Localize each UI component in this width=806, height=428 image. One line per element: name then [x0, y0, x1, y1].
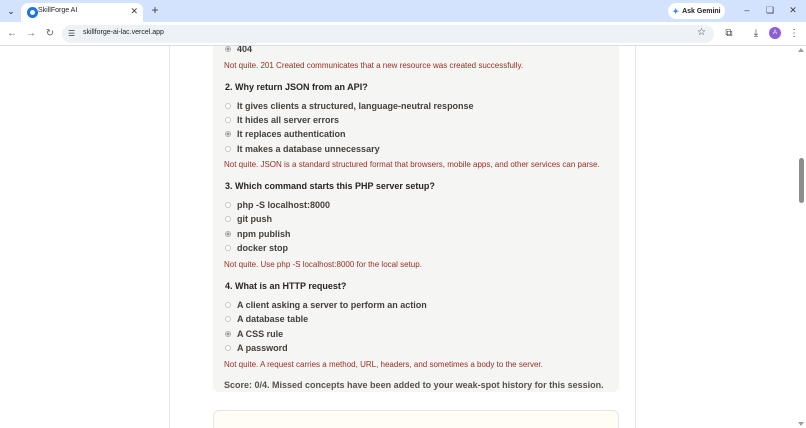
- option-label: A database table: [237, 314, 309, 324]
- page-content-column: [169, 46, 636, 428]
- feedback-text: Not quite. Use php -S localhost:8000 for the local setup.: [224, 260, 422, 269]
- option-label: git push: [237, 214, 272, 224]
- forward-arrow-icon[interactable]: →: [26, 28, 36, 39]
- option-label: php -S localhost:8000: [237, 200, 331, 210]
- feedback-text: Not quite. JSON is a standard structured format that browsers, mobile apps, and other services can parse.: [224, 160, 600, 169]
- quiz-option[interactable]: [225, 115, 339, 125]
- quiz-results-card: [213, 46, 619, 392]
- radio-button-selected[interactable]: [225, 231, 231, 237]
- option-label: docker stop: [237, 243, 289, 253]
- radio-button-selected[interactable]: [225, 46, 231, 52]
- option-label: npm publish: [237, 229, 291, 239]
- favicon-globe-icon: [27, 7, 38, 18]
- feedback-text: Not quite. A request carries a method, URL, headers, and sometimes a body to the server.: [224, 360, 543, 369]
- tab-title: SkillForge AI: [38, 7, 78, 14]
- radio-button[interactable]: [225, 345, 231, 351]
- scrollbar-thumb[interactable]: [799, 158, 804, 203]
- radio-button-selected[interactable]: [225, 331, 231, 337]
- quiz-option[interactable]: [225, 200, 330, 210]
- quiz-option[interactable]: [225, 129, 346, 139]
- window-close-icon[interactable]: ✕: [789, 5, 797, 15]
- quiz-option[interactable]: [225, 214, 272, 224]
- option-label: It hides all server errors: [237, 115, 340, 125]
- quiz-option[interactable]: [225, 243, 288, 253]
- option-label: A password: [237, 343, 288, 353]
- quiz-option[interactable]: [225, 229, 291, 239]
- back-arrow-icon[interactable]: ←: [7, 28, 17, 39]
- radio-button[interactable]: [225, 245, 231, 251]
- radio-button[interactable]: [225, 146, 231, 152]
- option-label: It gives clients a structured, language-neutral response: [237, 101, 474, 111]
- quiz-option[interactable]: [225, 101, 474, 111]
- radio-button[interactable]: [225, 117, 231, 123]
- address-bar[interactable]: [62, 25, 714, 43]
- browser-toolbar: [0, 22, 806, 46]
- minimize-icon[interactable]: –: [744, 5, 750, 15]
- ask-gemini-button[interactable]: [668, 3, 725, 19]
- url-text[interactable]: skillforge-ai-lac.vercel.app: [83, 29, 164, 36]
- page-scrollbar[interactable]: [796, 46, 806, 428]
- option-label: It makes a database unnecessary: [237, 144, 380, 154]
- restore-icon[interactable]: ❏: [765, 5, 775, 15]
- option-label: It replaces authentication: [237, 129, 346, 139]
- bookmark-star-icon[interactable]: ☆: [697, 27, 706, 38]
- quiz-option[interactable]: [225, 300, 427, 310]
- site-info-tune-icon[interactable]: ☰: [68, 29, 76, 38]
- sparkle-icon: ✦: [672, 6, 680, 16]
- profile-avatar[interactable]: A: [769, 27, 781, 39]
- question-title: 4. What is an HTTP request?: [225, 281, 347, 291]
- scroll-down-arrow-icon[interactable]: [798, 422, 804, 426]
- radio-button[interactable]: [225, 316, 231, 322]
- page-viewport: [0, 46, 796, 428]
- quiz-option[interactable]: [225, 343, 288, 353]
- quiz-option[interactable]: [225, 329, 283, 339]
- option-label: A CSS rule: [237, 329, 284, 339]
- scroll-up-arrow-icon[interactable]: [798, 48, 804, 52]
- question-title: 2. Why return JSON from an API?: [225, 82, 368, 92]
- extensions-puzzle-icon[interactable]: ⧉: [725, 28, 733, 39]
- quiz-option[interactable]: [225, 46, 252, 54]
- new-tab-plus-icon[interactable]: +: [151, 3, 159, 17]
- reload-icon[interactable]: ↻: [45, 28, 55, 39]
- tab-search-chevron-down-icon[interactable]: ⌄: [7, 6, 15, 16]
- kebab-menu-icon[interactable]: ⋮: [789, 28, 799, 39]
- browser-tab-strip: [0, 0, 806, 22]
- option-label: 404: [237, 46, 253, 54]
- next-section-card: [213, 410, 619, 428]
- download-icon[interactable]: ⤓: [753, 28, 759, 39]
- radio-button-selected[interactable]: [225, 131, 231, 137]
- question-title: 3. Which command starts this PHP server setup?: [225, 181, 435, 191]
- quiz-option[interactable]: [225, 144, 380, 154]
- radio-button[interactable]: [225, 103, 231, 109]
- radio-button[interactable]: [225, 302, 231, 308]
- browser-tab[interactable]: [21, 3, 143, 22]
- option-label: A client asking a server to perform an action: [237, 300, 427, 310]
- radio-button[interactable]: [225, 216, 231, 222]
- tab-close-icon[interactable]: ✕: [130, 6, 138, 16]
- score-summary: Score: 0/4. Missed concepts have been added to your weak-spot history for this session.: [224, 380, 604, 390]
- feedback-text: Not quite. 201 Created communicates that a new resource was created successfully.: [224, 61, 524, 70]
- quiz-option[interactable]: [225, 314, 308, 324]
- ask-gemini-label: Ask Gemini: [682, 7, 721, 15]
- radio-button[interactable]: [225, 202, 231, 208]
